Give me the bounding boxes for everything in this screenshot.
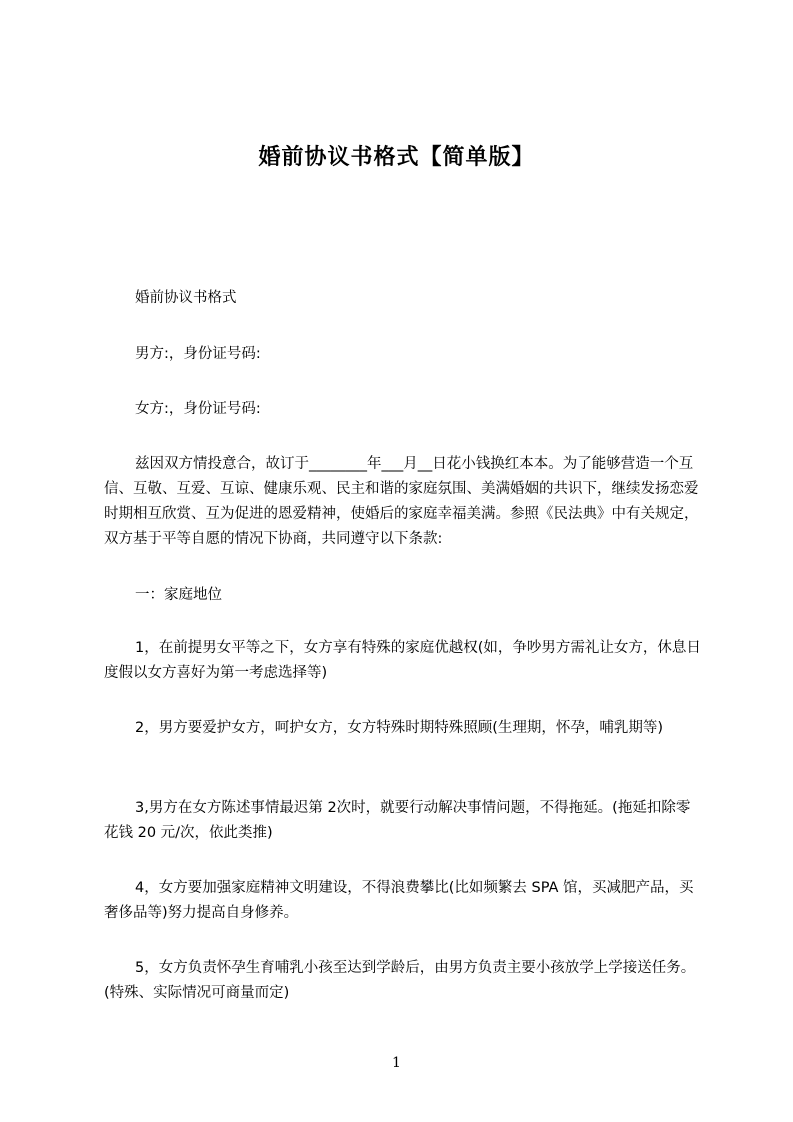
clause-1: 1，在前提男女平等之下，女方享有特殊的家庭优越权(如，争吵男方需礼让女方，休息日度假以女方喜好为第一考虑选择等) <box>104 640 701 681</box>
clause-4: 4，女方要加强家庭精神文明建设，不得浪费攀比(比如频繁去 SPA 馆，买减肥产品，买奢侈品等)努力提高自身修养。 <box>104 880 694 921</box>
paragraph-male-party: 男方:，身份证号码: <box>135 346 261 362</box>
paragraph-heading: 婚前协议书格式 <box>135 290 237 306</box>
paragraph-preamble: 兹因双方情投意合，故订于________年___月__日花小钱换红本本。为了能够营造一个互信、互敬、互爱、互谅、健康乐观、民主和谐的家庭氛围、美满婚姻的共识下，继续发扬恋爱时期相互欣赏、互为促进的恩爱精神，使婚后的家庭幸福美满。参照《民法典》中有关规定，双方基于平等自愿的情况下协商，共同遵守以下条款: <box>104 456 699 547</box>
page-number: 1 <box>392 1055 401 1071</box>
document-title: 婚前协议书格式【简单版】 <box>258 145 535 170</box>
clause-5: 5，女方负责怀孕生育哺乳小孩至达到学龄后，由男方负责主要小孩放学上学接送任务。(特殊、实际情况可商量而定) <box>104 960 696 1001</box>
clause-2: 2，男方要爱护女方，呵护女方，女方特殊时期特殊照顾(生理期，怀孕，哺乳期等) <box>135 720 664 736</box>
clause-3: 3,男方在女方陈述事情最迟第 2次时，就要行动解决事情问题，不得拖延。(拖延扣除零花钱 20 元/次，依此类推) <box>104 800 691 841</box>
paragraph-female-party: 女方:，身份证号码: <box>135 401 261 417</box>
section-heading-family-status: 一：家庭地位 <box>135 587 222 603</box>
